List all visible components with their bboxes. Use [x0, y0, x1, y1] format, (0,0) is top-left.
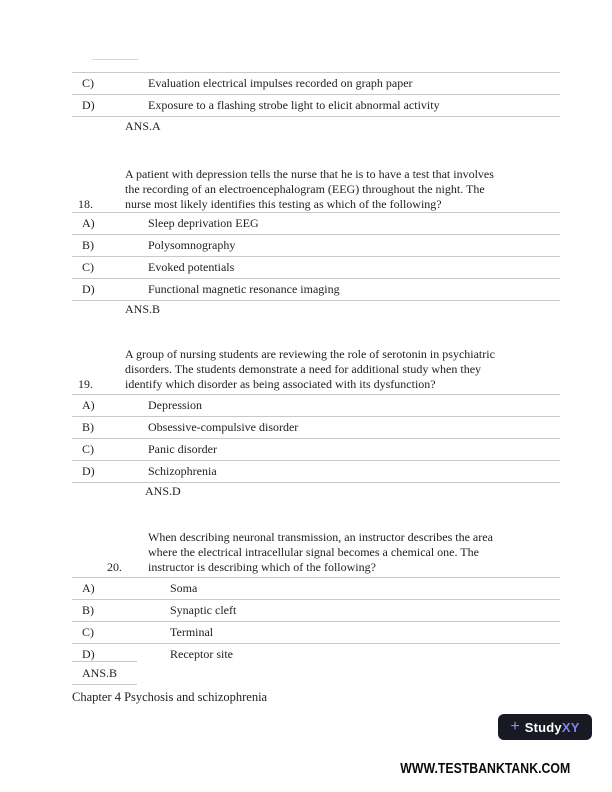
option-row — [72, 644, 560, 665]
chapter-heading: Chapter 4 Psychosis and schizophrenia — [72, 690, 268, 704]
option-text: Polysomnography — [148, 238, 236, 252]
option-text: Depression — [148, 398, 202, 412]
website-url-link[interactable]: WWW.TESTBANKTANK.COM — [400, 760, 570, 777]
option-letter: D) — [82, 98, 95, 112]
question-20-options — [72, 577, 560, 665]
option-row — [72, 578, 560, 600]
option-row — [72, 622, 560, 644]
option-letter: D) — [82, 647, 95, 661]
option-letter: C) — [82, 260, 94, 274]
question-20-stem — [72, 530, 542, 575]
option-letter: D) — [82, 464, 95, 478]
question-number: 19. — [78, 377, 93, 391]
question-text-line: identify which disorder as being associated with its dysfunction? — [125, 377, 436, 391]
divider-line — [72, 661, 137, 662]
question-number: 18. — [78, 197, 93, 211]
partial-question-options — [72, 72, 560, 117]
option-letter: C) — [82, 76, 94, 90]
option-text: Evoked potentials — [148, 260, 235, 274]
brand-name-xy: XY — [561, 719, 580, 735]
question-19-stem — [72, 347, 542, 392]
answer-label: ANS.A — [125, 119, 161, 133]
question-text-line: When describing neuronal transmission, an instructor describes the area — [148, 530, 493, 544]
option-text: Evaluation electrical impulses recorded on graph paper — [148, 76, 413, 90]
question-number: 20. — [107, 560, 122, 574]
option-row — [72, 73, 560, 95]
option-letter: C) — [82, 625, 94, 639]
option-row — [72, 395, 560, 417]
question-18-options — [72, 212, 560, 301]
option-letter: A) — [82, 581, 95, 595]
question-text-line: where the electrical intracellular signal becomes a chemical one. The — [148, 545, 479, 559]
option-row — [72, 461, 560, 483]
option-row — [72, 600, 560, 622]
answer-label: ANS.D — [145, 484, 181, 498]
question-text-line: A patient with depression tells the nurse that he is to have a test that involves — [125, 167, 494, 181]
question-19-options — [72, 394, 560, 483]
option-text: Exposure to a flashing strobe light to elicit abnormal activity — [148, 98, 440, 112]
option-text: Receptor site — [170, 647, 233, 661]
option-letter: B) — [82, 603, 94, 617]
option-letter: C) — [82, 442, 94, 456]
option-row — [72, 417, 560, 439]
option-text: Terminal — [170, 625, 214, 639]
question-18-stem — [72, 167, 542, 212]
question-text-line: disorders. The students demonstrate a need for additional study when they — [125, 362, 482, 376]
option-letter: B) — [82, 238, 94, 252]
option-row — [72, 95, 560, 117]
option-text: Synaptic cleft — [170, 603, 237, 617]
answer-label: ANS.B — [125, 302, 161, 316]
question-text-line: nurse most likely identifies this testing as which of the following? — [125, 197, 442, 211]
option-text: Obsessive-compulsive disorder — [148, 420, 299, 434]
option-text: Functional magnetic resonance imaging — [148, 282, 340, 296]
divider-line — [92, 59, 138, 60]
option-row — [72, 279, 560, 301]
option-text: Soma — [170, 581, 198, 595]
plus-icon: + — [510, 718, 520, 735]
brand-name-study: Study — [524, 719, 562, 735]
question-text-line: A group of nursing students are reviewing the role of serotonin in psychiatric — [125, 347, 495, 361]
option-row — [72, 257, 560, 279]
divider-line — [72, 684, 137, 685]
question-text-line: the recording of an electroencephalogram (EEG) throughout the night. The — [125, 182, 485, 196]
studyxy-logo-badge[interactable] — [498, 714, 592, 740]
option-text: Sleep deprivation EEG — [148, 216, 259, 230]
option-text: Panic disorder — [148, 442, 217, 456]
option-row — [72, 213, 560, 235]
option-letter: B) — [82, 420, 94, 434]
option-letter: A) — [82, 216, 95, 230]
option-row — [72, 235, 560, 257]
answer-label: ANS.B — [82, 666, 118, 680]
question-text-line: instructor is describing which of the following? — [148, 560, 376, 574]
option-letter: D) — [82, 282, 95, 296]
option-text: Schizophrenia — [148, 464, 217, 478]
option-letter: A) — [82, 398, 95, 412]
option-row — [72, 439, 560, 461]
